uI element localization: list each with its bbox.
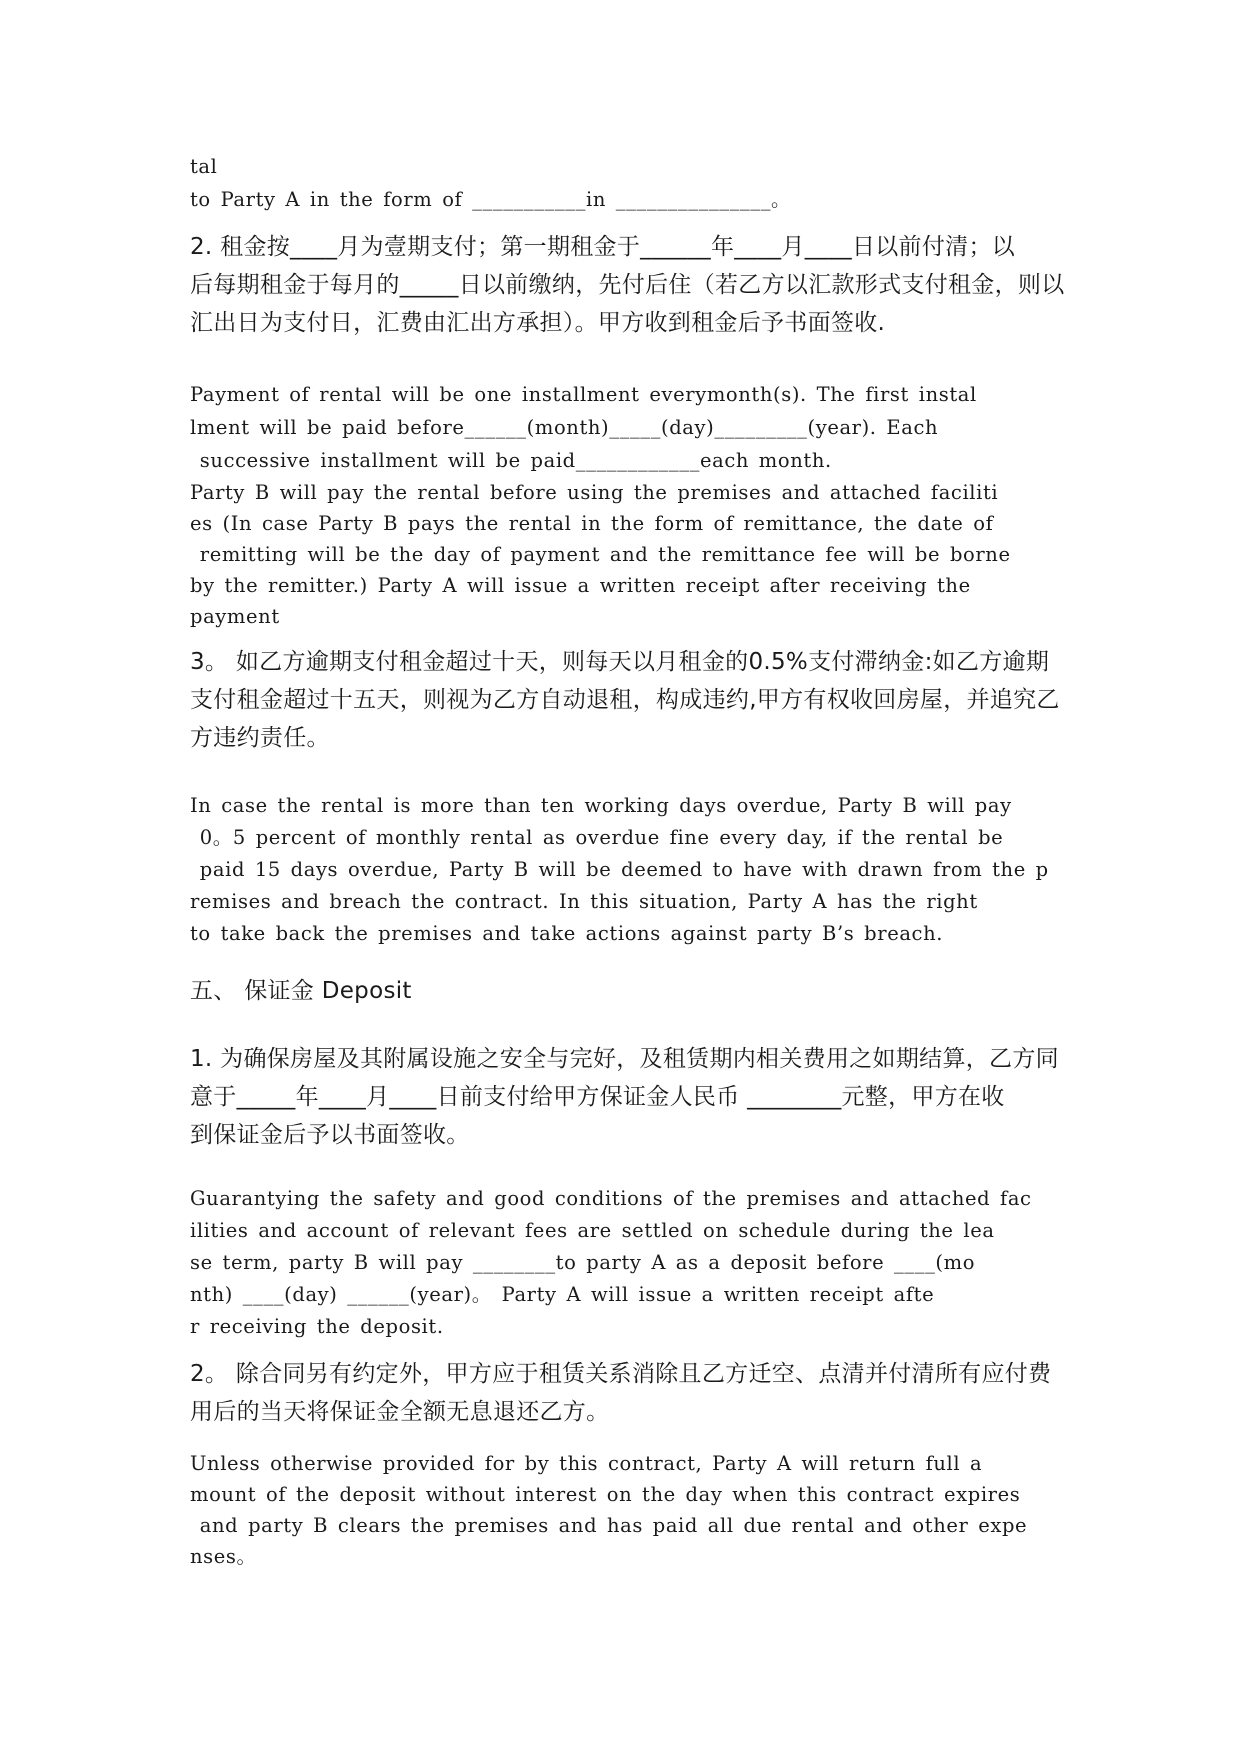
text-line: 后每期租金于每月的_____日以前缴纳，先付后住（若乙方以汇款形式支付租金，则以: [190, 272, 1065, 298]
text-line: to Party A in the form of ___________in _______________。: [190, 188, 792, 211]
chinese-paragraph: [190, 1040, 1059, 1154]
text-line: lment will be paid before______(month)_____(day)_________(year). Each: [190, 416, 939, 439]
text-line: nth) ____(day) ______(year)。 Party A will issue a written receipt afte: [190, 1283, 935, 1306]
text-line: In case the rental is more than ten working days overdue, Party B will pay: [190, 794, 1012, 817]
text-line: payment: [190, 605, 280, 628]
text-line: remises and breach the contract. In this situation, Party A has the right: [190, 890, 978, 913]
text-line: and party B clears the premises and has paid all due rental and other expe: [190, 1514, 1028, 1537]
text-line: 汇出日为支付日，汇费由汇出方承担）。甲方收到租金后予书面签收.: [190, 310, 886, 336]
text-line: 0。5 percent of monthly rental as overdue fine every day, if the rental be: [190, 826, 1004, 849]
chinese-paragraph: [190, 1355, 1051, 1431]
text-line: ilities and account of relevant fees are settled on schedule during the lea: [190, 1219, 995, 1242]
text-line: mount of the deposit without interest on the day when this contract expires: [190, 1483, 1021, 1506]
english-paragraph: [190, 1448, 1027, 1572]
text-line: Guarantying the safety and good conditions of the premises and attached fac: [190, 1187, 1032, 1210]
text-line: remitting will be the day of payment and the remittance fee will be borne: [190, 543, 1011, 566]
text-line: 意于_____年____月____日前支付给甲方保证金人民币 ________元整，甲方在收: [190, 1084, 1005, 1110]
chinese-paragraph: [190, 643, 1060, 757]
text-line: 五、 保证金 Deposit: [190, 978, 412, 1004]
text-line: 支付租金超过十五天，则视为乙方自动退租，构成违约,甲方有权收回房屋，并追究乙: [190, 687, 1060, 713]
english-paragraph: [190, 150, 791, 216]
text-line: 2。 除合同另有约定外，甲方应于租赁关系消除且乙方迁空、点清并付清所有应付费: [190, 1361, 1052, 1387]
text-line: 到保证金后予以书面签收。: [190, 1122, 470, 1148]
english-paragraph: [190, 477, 1011, 632]
text-line: successive installment will be paid____________each month.: [190, 449, 832, 472]
chinese-paragraph: [190, 972, 412, 1010]
text-line: to take back the premises and take actions against party B’s breach.: [190, 922, 944, 945]
english-paragraph: [190, 790, 1049, 950]
english-paragraph: [190, 1183, 1032, 1343]
text-line: Party B will pay the rental before using the premises and attached faciliti: [190, 481, 999, 504]
text-line: es (In case Party B pays the rental in the form of remittance, the date of: [190, 512, 994, 535]
text-line: 1. 为确保房屋及其附属设施之安全与完好，及租赁期内相关费用之如期结算，乙方同: [190, 1046, 1059, 1072]
text-line: r receiving the deposit.: [190, 1315, 444, 1338]
text-line: by the remitter.) Party A will issue a written receipt after receiving the: [190, 574, 971, 597]
text-line: 用后的当天将保证金全额无息退还乙方。: [190, 1399, 610, 1425]
text-line: tal: [190, 155, 218, 178]
text-line: 方违约责任。: [190, 725, 330, 751]
chinese-paragraph: [190, 228, 1065, 342]
text-line: se term, party B will pay ________to party A as a deposit before ____(mo: [190, 1251, 976, 1274]
text-line: Payment of rental will be one installment everymonth(s). The first instal: [190, 383, 977, 406]
text-line: 2. 租金按____月为壹期支付；第一期租金于______年____月____日以前付清；以: [190, 234, 1016, 260]
text-line: paid 15 days overdue, Party B will be deemed to have with drawn from the p: [190, 858, 1049, 881]
text-line: Unless otherwise provided for by this contract, Party A will return full a: [190, 1452, 983, 1475]
english-paragraph: [190, 378, 977, 477]
text-line: nses。: [190, 1545, 257, 1568]
text-line: 3。 如乙方逾期支付租金超过十天，则每天以月租金的0.5%支付滞纳金:如乙方逾期: [190, 649, 1050, 675]
